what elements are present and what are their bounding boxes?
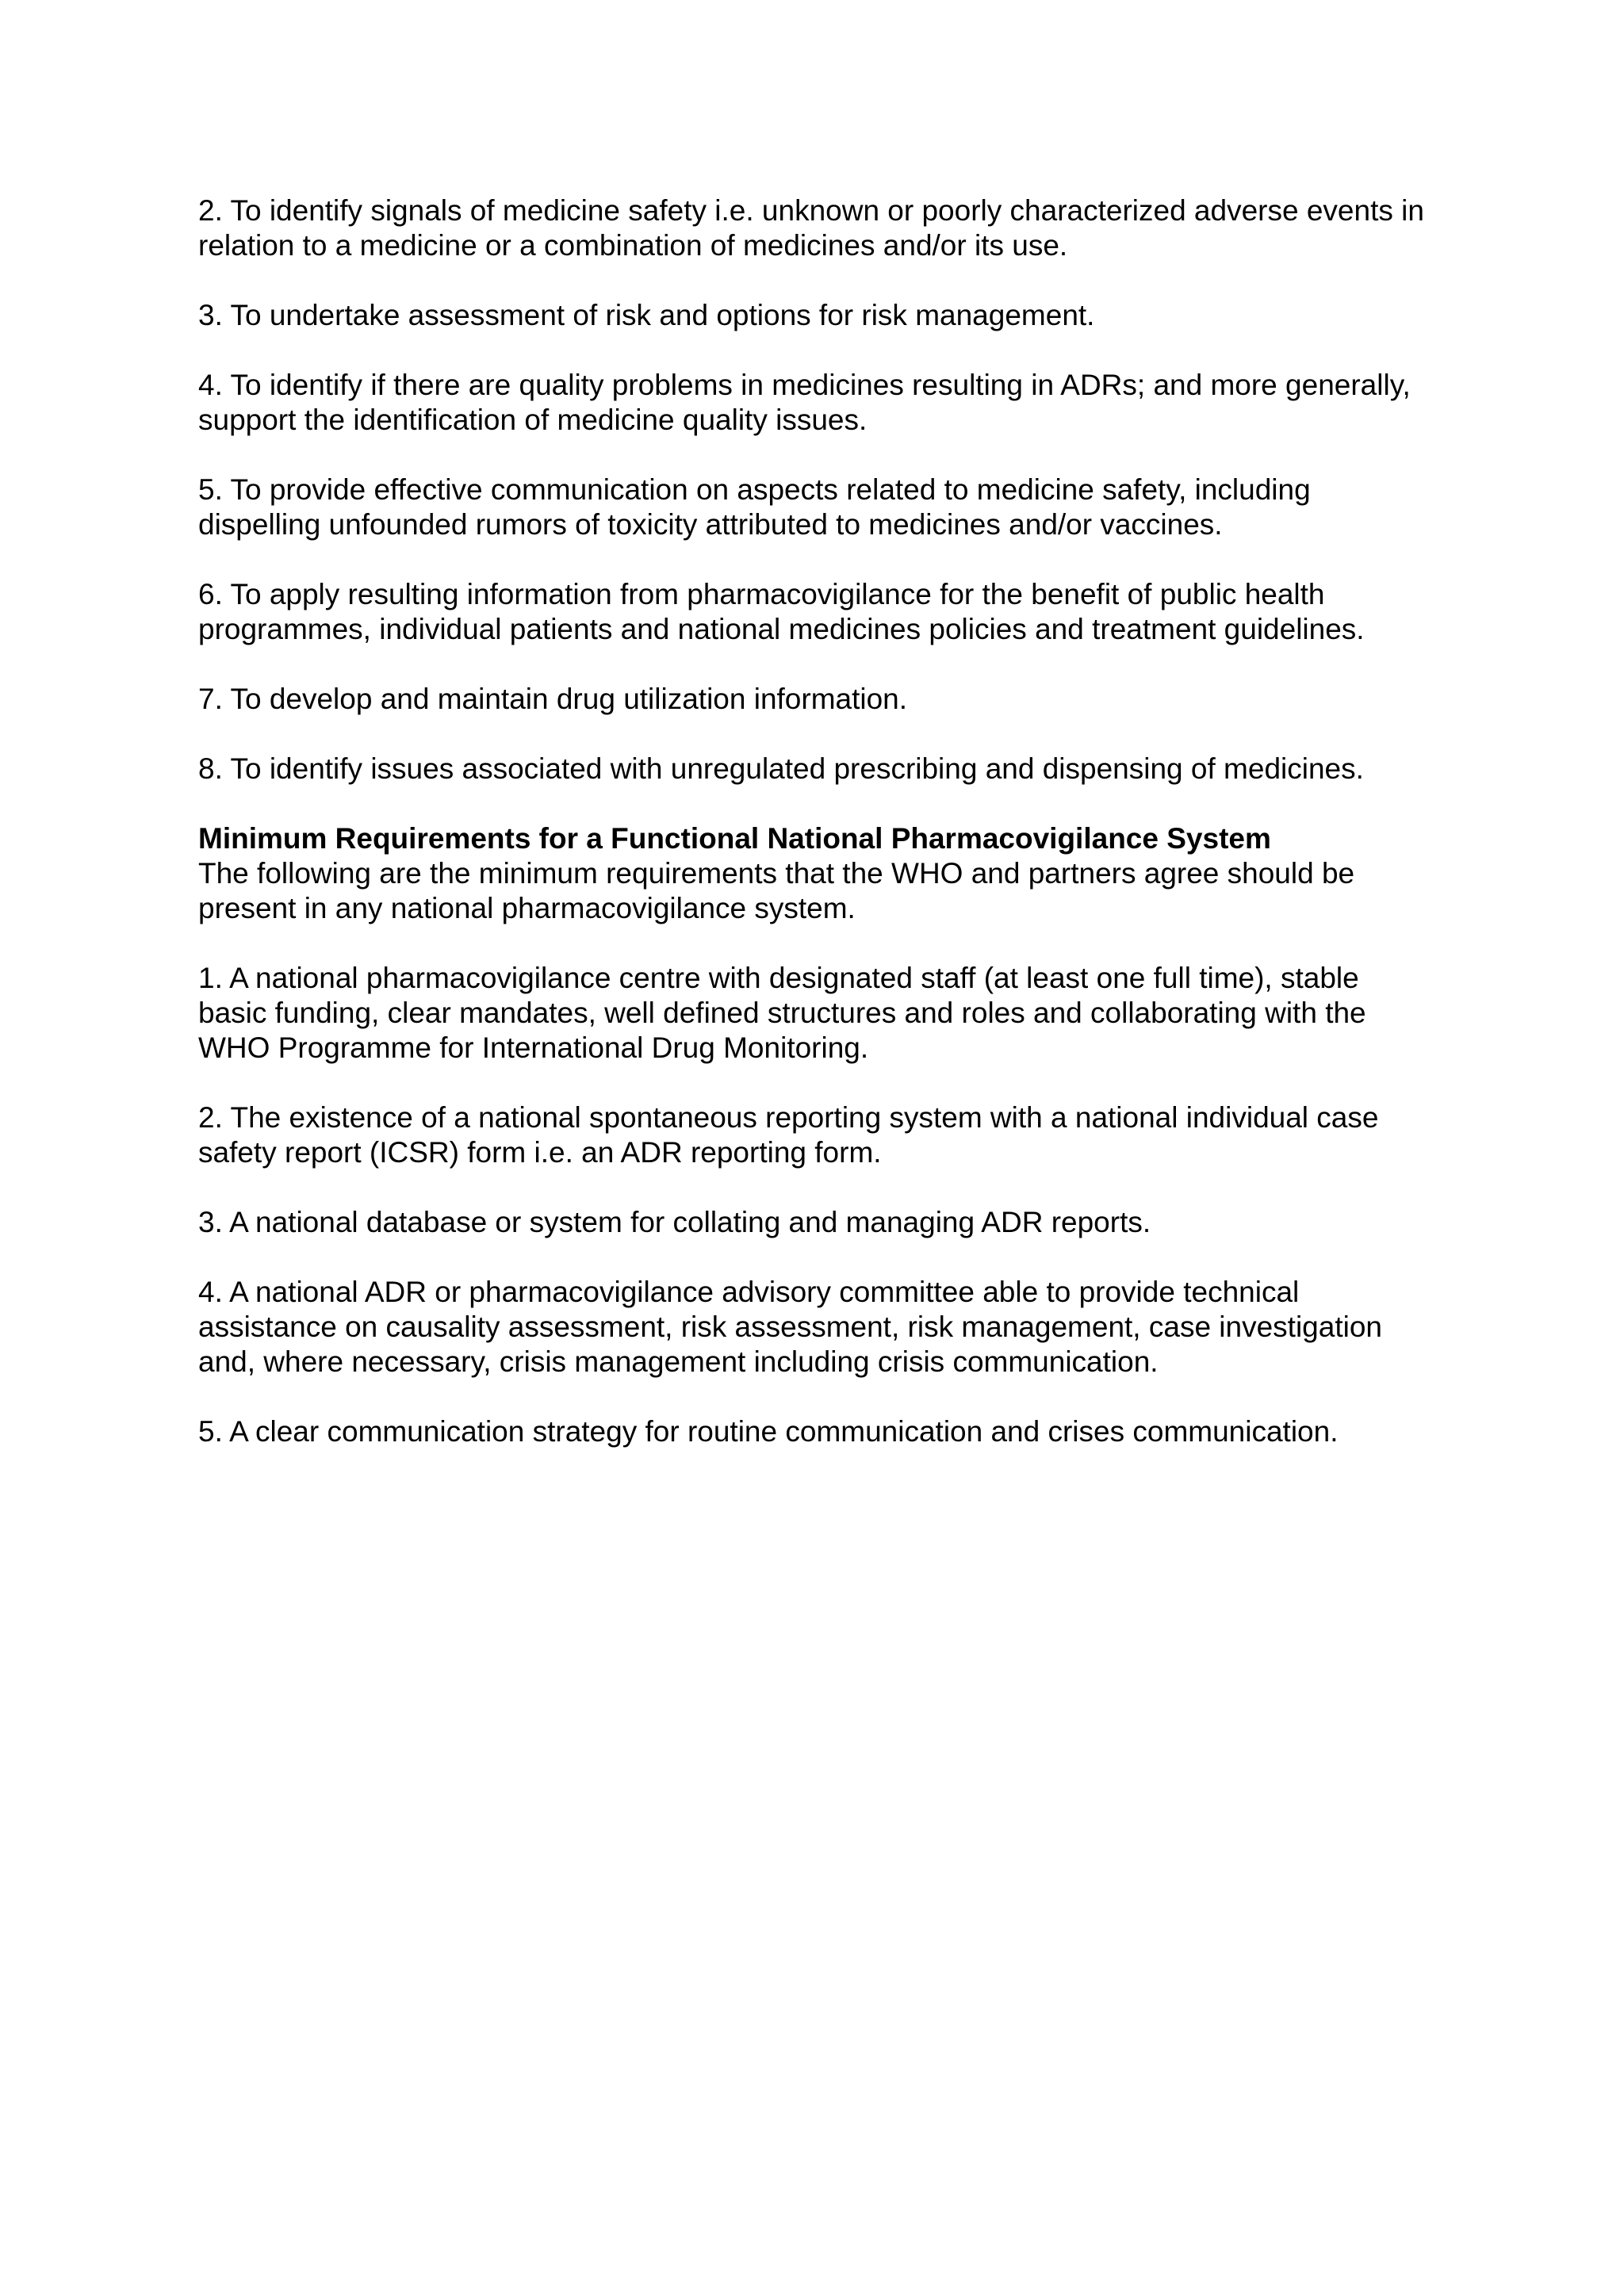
document-page: [198, 193, 1435, 1484]
requirement-item: 5. A clear communication strategy for routine communication and crises communication.: [198, 1415, 1339, 1448]
objective-item: 8. To identify issues associated with unregulated prescribing and dispensing of medicines.: [198, 752, 1364, 785]
section-intro: The following are the minimum requirements that the WHO and partners agree should be present in any national pharmacovigilance system.: [198, 857, 1355, 924]
objective-item: 4. To identify if there are quality problems in medicines resulting in ADRs; and more generally, support the identification of medicine quality issues.: [198, 369, 1411, 436]
objective-item: 7. To develop and maintain drug utilization information.: [198, 683, 908, 715]
requirement-item: 1. A national pharmacovigilance centre with designated staff (at least one full time), stable basic funding, clear mandates, well defined structures and roles and collaborating with the WHO Programme for International Drug Monitoring.: [198, 962, 1366, 1064]
requirement-item: 2. The existence of a national spontaneous reporting system with a national individual case safety report (ICSR) form i.e. an ADR reporting form.: [198, 1101, 1379, 1169]
requirement-item: 3. A national database or system for collating and managing ADR reports.: [198, 1206, 1151, 1238]
requirement-item: 4. A national ADR or pharmacovigilance advisory committee able to provide technical assistance on causality assessment, risk assessment, risk management, case investigation and, where necessary, crisis management including crisis communication.: [198, 1276, 1382, 1378]
objective-item: 3. To undertake assessment of risk and options for risk management.: [198, 299, 1095, 331]
objective-item: 5. To provide effective communication on aspects related to medicine safety, including dispelling unfounded rumors of toxicity attributed to medicines and/or vaccines.: [198, 473, 1311, 541]
objective-item: 6. To apply resulting information from pharmacovigilance for the benefit of public health programmes, individual patients and national medicines policies and treatment guidelines.: [198, 578, 1365, 645]
objective-item: 2. To identify signals of medicine safety i.e. unknown or poorly characterized adverse events in relation to a medicine or a combination of medicines and/or its use.: [198, 194, 1424, 262]
section-heading: Minimum Requirements for a Functional National Pharmacovigilance System: [198, 822, 1271, 855]
